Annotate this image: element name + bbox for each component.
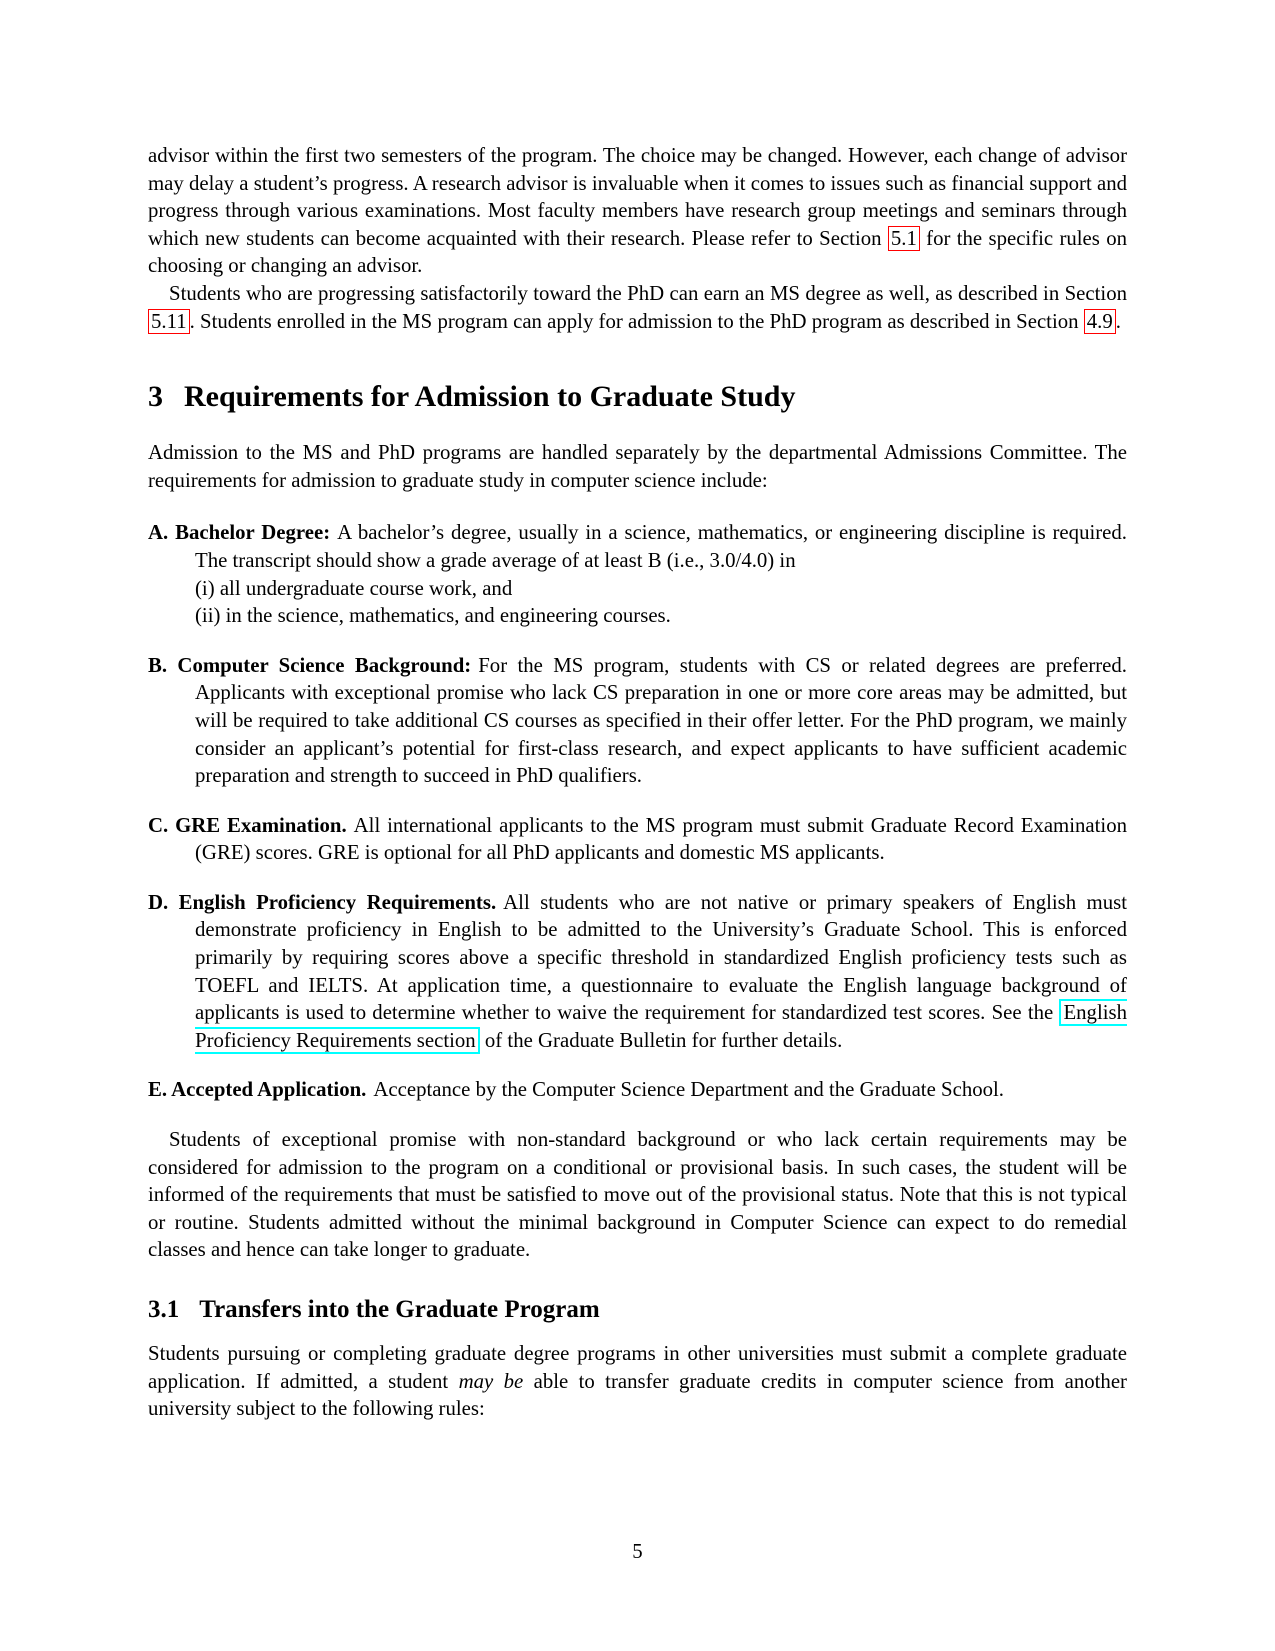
- paragraph-ms-phd-text-mid: . Students enrolled in the MS program can apply for admission to the PhD program as described in Section: [189, 309, 1084, 333]
- paragraph-advisor: [148, 142, 1127, 280]
- paragraph-advisor-text: advisor within the first two semesters of the program. The choice may be changed. However, each change of advisor may delay a student’s progress. A research advisor is invaluable when it comes to issues such as financial support and progress through various examinations. Most faculty members have research group meetings and seminars through which new students can become acquainted with their research. Please refer to Section: [148, 144, 1127, 250]
- item-a-text: A bachelor’s degree, usually in a science, mathematics, or engineering discipline is required. The transcript should show a grade average of at least B (i.e., 3.0/4.0) in: [195, 521, 1127, 572]
- requirement-item-b: [148, 652, 1127, 790]
- section-ref-link-5-11[interactable]: 5.11: [148, 309, 190, 334]
- paragraph-ms-phd-text: Students who are progressing satisfactorily toward the PhD can earn an MS degree as well, as described in Section: [169, 281, 1127, 305]
- transfers-paragraph: [148, 1340, 1127, 1423]
- transfers-paragraph-emphasis: may be: [458, 1369, 524, 1393]
- item-c-label: C. GRE Examination.: [148, 813, 347, 837]
- section-3-lead-paragraph: Admission to the MS and PhD programs are handled separately by the departmental Admissions Committee. The requirements for admission to graduate study in computer science include:: [148, 441, 1127, 492]
- item-b-text: For the MS program, students with CS or related degrees are preferred. Applicants with exceptional promise who lack CS preparation in one or more core areas may be admitted, but will be required to take additional CS courses as specified in their offer letter. For the PhD program, we mainly consider an applicant’s potential for first-class research, and expect applicants to have sufficient academic preparation and strength to succeed in PhD qualifiers.: [195, 653, 1127, 788]
- item-e-text: Acceptance by the Computer Science Department and the Graduate School.: [373, 1078, 1004, 1102]
- requirement-item-e: [148, 1076, 1127, 1104]
- item-e-label: E. Accepted Application.: [148, 1078, 367, 1102]
- admission-requirements-list: [148, 519, 1127, 1104]
- subsection-3-1-heading: [148, 1295, 1127, 1325]
- section-3-heading: [148, 379, 1127, 415]
- item-c-text: All international applicants to the MS program must submit Graduate Record Examination (GRE) scores. GRE is optional for all PhD applicants and domestic MS applicants.: [195, 813, 1127, 865]
- conditional-admission-paragraph: Students of exceptional promise with non-standard background or who lack certain requirements may be considered for admission to the program on a conditional or provisional basis. In such cases, the student will be informed of the requirements that must be satisfied to move out of the provisional status. Note that this is not typical or routine. Students admitted without the minimal background in Computer Science can expect to do remedial classes and hence can take longer to graduate.: [148, 1128, 1127, 1262]
- item-d-text: All students who are not native or primary speakers of English must demonstrate proficiency in English to be admitted to the University’s Graduate School. This is enforced primarily by requiring scores above a specific threshold in standardized English proficiency tests such as TOEFL and IELTS. At application time, a questionnaire to evaluate the English language background of applicants is used to determine whether to waive the requirement for standardized test scores. See the: [195, 890, 1127, 1025]
- paragraph-ms-phd: [148, 280, 1127, 335]
- section-ref-link-5-1[interactable]: 5.1: [888, 226, 920, 251]
- page-number: 5: [632, 1540, 643, 1563]
- item-a-subitem-i: (i) all undergraduate course work, and: [195, 576, 513, 600]
- item-b-label: B. Computer Science Background:: [148, 653, 472, 677]
- item-a-label: A. Bachelor Degree:: [148, 521, 331, 545]
- transfers-paragraph-text: Students pursuing or completing graduate degree programs in other universities must submit a complete graduate application. If admitted, a student: [148, 1342, 1127, 1393]
- requirement-item-d: [148, 889, 1127, 1055]
- paragraph-advisor-text-end: for the specific rules on choosing or changing an advisor.: [148, 226, 1127, 278]
- english-proficiency-link[interactable]: English Proficiency Requirements section: [195, 1001, 1127, 1052]
- item-a-subitem-ii: (ii) in the science, mathematics, and engineering courses.: [195, 604, 671, 628]
- item-d-text-end: of the Graduate Bulletin for further details.: [479, 1028, 843, 1052]
- section-3-number: 3: [148, 380, 163, 414]
- item-d-label: D. English Proficiency Requirements.: [148, 890, 497, 914]
- section-3-title: Requirements for Admission to Graduate Study: [184, 380, 796, 414]
- requirement-item-c: [148, 812, 1127, 867]
- requirement-item-a: [148, 519, 1127, 629]
- section-ref-link-4-9[interactable]: 4.9: [1084, 309, 1116, 334]
- transfers-paragraph-text-end: able to transfer graduate credits in computer science from another university subject to the following rules:: [148, 1369, 1127, 1421]
- text-body: [148, 142, 1127, 1423]
- subsection-3-1-title: Transfers into the Graduate Program: [199, 1296, 600, 1323]
- subsection-3-1-number: 3.1: [148, 1296, 180, 1323]
- paragraph-ms-phd-text-end: .: [1115, 309, 1121, 333]
